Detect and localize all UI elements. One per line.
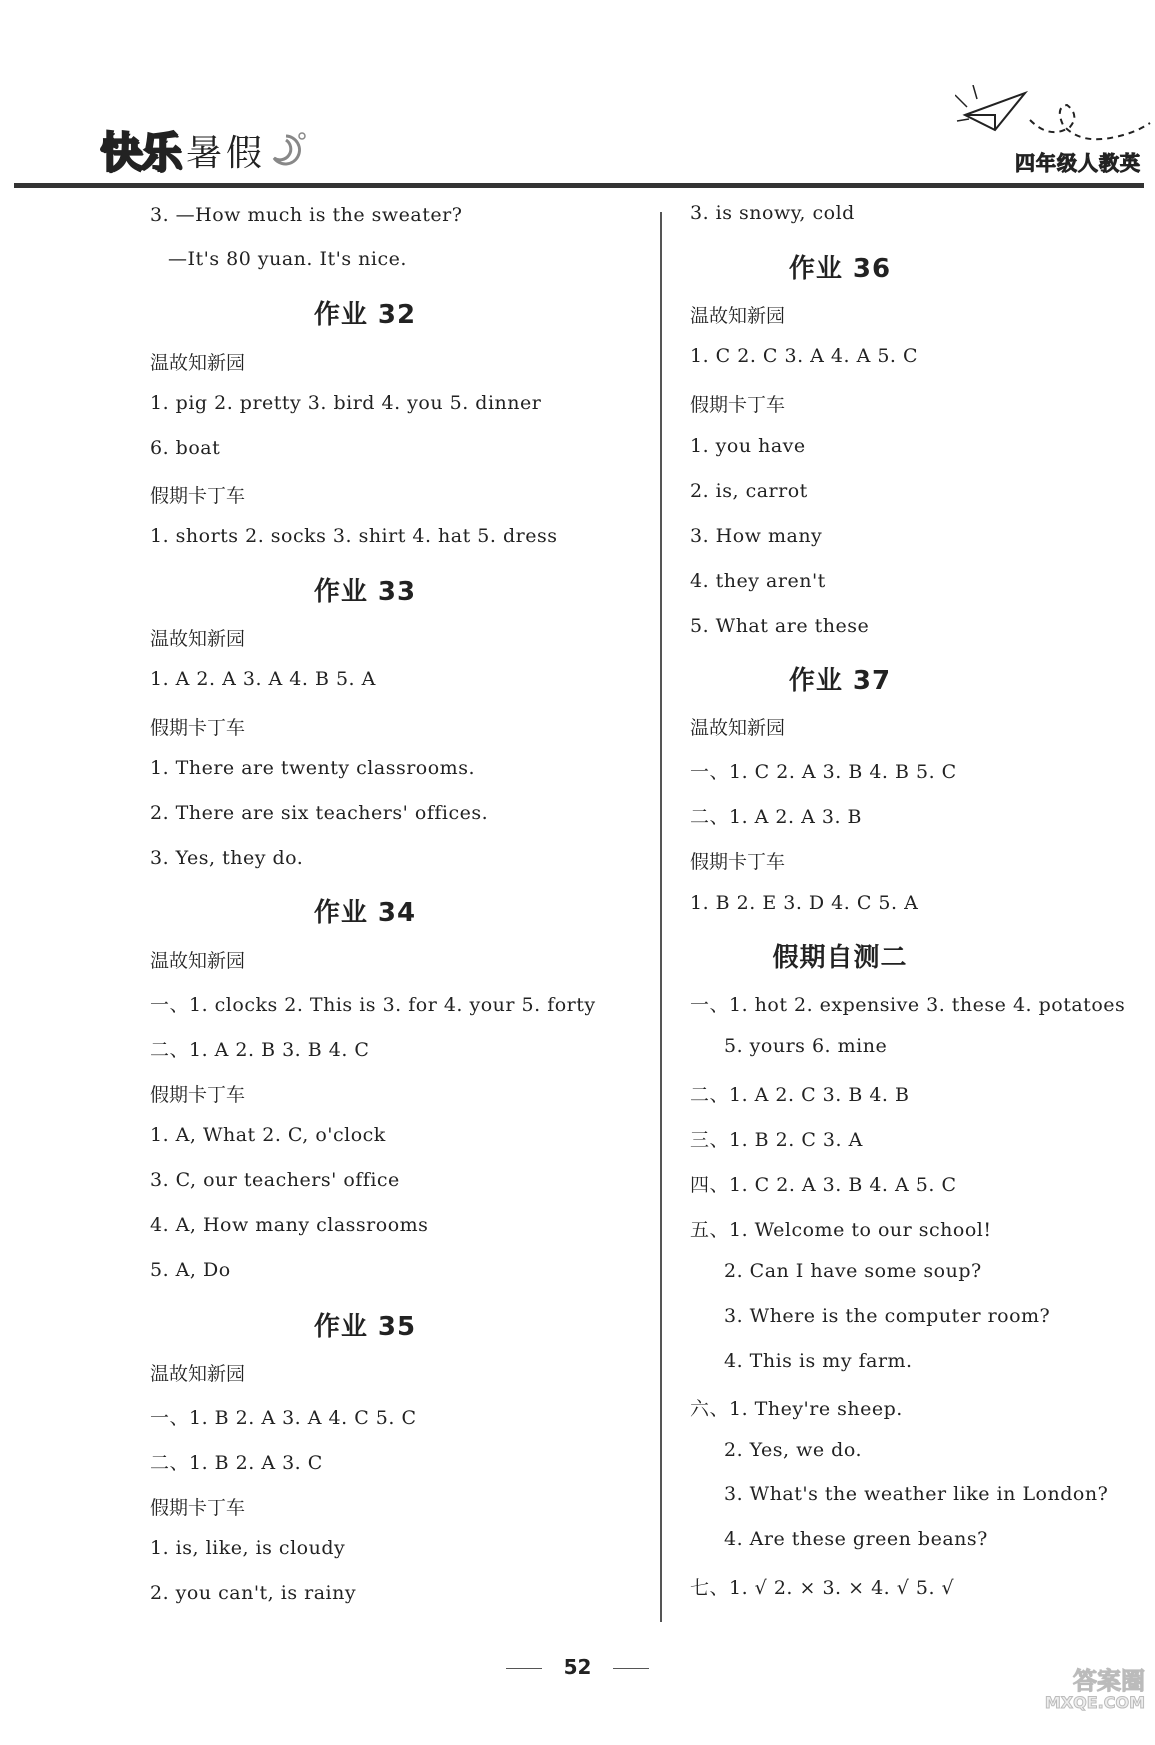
answer-line: 一、1. hot 2. expensive 3. these 4. potatoes — [690, 994, 1126, 1016]
answer-line: 1. There are twenty classrooms. — [150, 757, 475, 779]
answer-line: 二、1. A 2. B 3. B 4. C — [150, 1039, 370, 1061]
answer-line: 1. shorts 2. socks 3. shirt 4. hat 5. dress — [150, 525, 558, 547]
section-heading: 假期自测二 — [772, 943, 908, 973]
answer-line: 3. How many — [690, 525, 823, 547]
answer-line: 5. A, Do — [150, 1259, 231, 1281]
subsection-label: 温故知新园 — [150, 1363, 246, 1385]
section-heading: 作业 32 — [313, 300, 417, 330]
brand-logo — [100, 120, 308, 180]
answer-line: 三、1. B 2. C 3. A — [690, 1129, 863, 1151]
answer-line: —It's 80 yuan. It's nice. — [168, 248, 407, 270]
section-heading: 作业 35 — [313, 1312, 417, 1342]
section-heading: 作业 37 — [788, 666, 892, 696]
page-number — [0, 1655, 1155, 1679]
answer-line: 2. you can't, is rainy — [150, 1582, 357, 1604]
brand-char-2: 乐 — [140, 128, 181, 177]
subsection-label: 温故知新园 — [690, 717, 786, 739]
watermark-url: MXQE.COM — [1044, 1693, 1145, 1713]
page-number-dash-right — [613, 1668, 649, 1669]
answer-line: 5. What are these — [690, 615, 870, 637]
answer-line: 二、1. A 2. A 3. B — [690, 806, 862, 828]
subsection-label: 温故知新园 — [690, 305, 786, 327]
watermark-logo — [1045, 1668, 1145, 1712]
answer-line: 1. you have — [690, 435, 806, 457]
section-heading: 作业 34 — [313, 898, 417, 928]
subsection-label: 假期卡丁车 — [690, 851, 786, 873]
answer-line: 二、1. A 2. C 3. B 4. B — [690, 1084, 910, 1106]
answer-line: 六、1. They're sheep. — [690, 1398, 903, 1420]
section-heading: 作业 36 — [788, 254, 892, 284]
subsection-label: 温故知新园 — [150, 950, 246, 972]
answer-line: 1. is, like, is cloudy — [150, 1537, 346, 1559]
page-number-dash-left — [506, 1668, 542, 1669]
page-header — [0, 0, 1155, 200]
answer-line: 1. pig 2. pretty 3. bird 4. you 5. dinner — [150, 392, 542, 414]
answer-line: 2. is, carrot — [690, 480, 808, 502]
answer-line: 3. Where is the computer room? — [724, 1305, 1051, 1327]
answer-line: 2. Yes, we do. — [724, 1439, 862, 1461]
answer-line: 4. they aren't — [690, 570, 826, 592]
answer-line: 6. boat — [150, 437, 221, 459]
column-divider — [660, 212, 662, 1622]
answer-line: 一、1. B 2. A 3. A 4. C 5. C — [150, 1407, 417, 1429]
answer-line: 3. —How much is the sweater? — [150, 204, 463, 226]
subsection-label: 假期卡丁车 — [150, 485, 246, 507]
subsection-label: 假期卡丁车 — [150, 717, 246, 739]
subsection-label: 假期卡丁车 — [150, 1084, 246, 1106]
answer-line: 1. A 2. A 3. A 4. B 5. A — [150, 668, 376, 690]
brand-char-3: 暑 — [186, 132, 221, 174]
answer-line: 3. Yes, they do. — [150, 847, 304, 869]
answer-line: 四、1. C 2. A 3. B 4. A 5. C — [690, 1174, 957, 1196]
answer-line: 3. is snowy, cold — [690, 202, 855, 224]
brand-char-1: 快 — [100, 128, 141, 177]
answer-line: 一、1. C 2. A 3. B 4. B 5. C — [690, 761, 957, 783]
header-rule — [14, 183, 1144, 188]
subsection-label: 温故知新园 — [150, 352, 246, 374]
answer-line: 3. C, our teachers' office — [150, 1169, 400, 1191]
page-number-text: 52 — [563, 1655, 592, 1679]
answer-line: 5. yours 6. mine — [724, 1035, 888, 1057]
answer-line: 2. Can I have some soup? — [724, 1260, 982, 1282]
subsection-label: 假期卡丁车 — [690, 394, 786, 416]
answer-line: 二、1. B 2. A 3. C — [150, 1452, 323, 1474]
answer-line: 1. A, What 2. C, o'clock — [150, 1124, 386, 1146]
brand-char-4: 假 — [226, 132, 261, 174]
answer-line: 4. A, How many classrooms — [150, 1214, 429, 1236]
answer-line: 1. C 2. C 3. A 4. A 5. C — [690, 345, 919, 367]
sun-swirl-icon — [264, 128, 308, 172]
paper-plane-icon — [955, 85, 1155, 155]
answer-line: 1. B 2. E 3. D 4. C 5. A — [690, 892, 919, 914]
answer-line: 3. What's the weather like in London? — [724, 1483, 1109, 1505]
section-heading: 作业 33 — [313, 577, 417, 607]
answer-line: 七、1. √ 2. × 3. × 4. √ 5. √ — [690, 1577, 955, 1599]
grade-label: 四年级人教英 — [1015, 151, 1141, 175]
answer-line: 4. Are these green beans? — [724, 1528, 988, 1550]
answer-line: 4. This is my farm. — [724, 1350, 913, 1372]
answer-line: 一、1. clocks 2. This is 3. for 4. your 5. forty — [150, 994, 596, 1016]
watermark-text: 答案圈 — [1073, 1667, 1145, 1695]
subsection-label: 假期卡丁车 — [150, 1497, 246, 1519]
answer-line: 2. There are six teachers' offices. — [150, 802, 489, 824]
answer-line: 五、1. Welcome to our school! — [690, 1219, 992, 1241]
subsection-label: 温故知新园 — [150, 628, 246, 650]
